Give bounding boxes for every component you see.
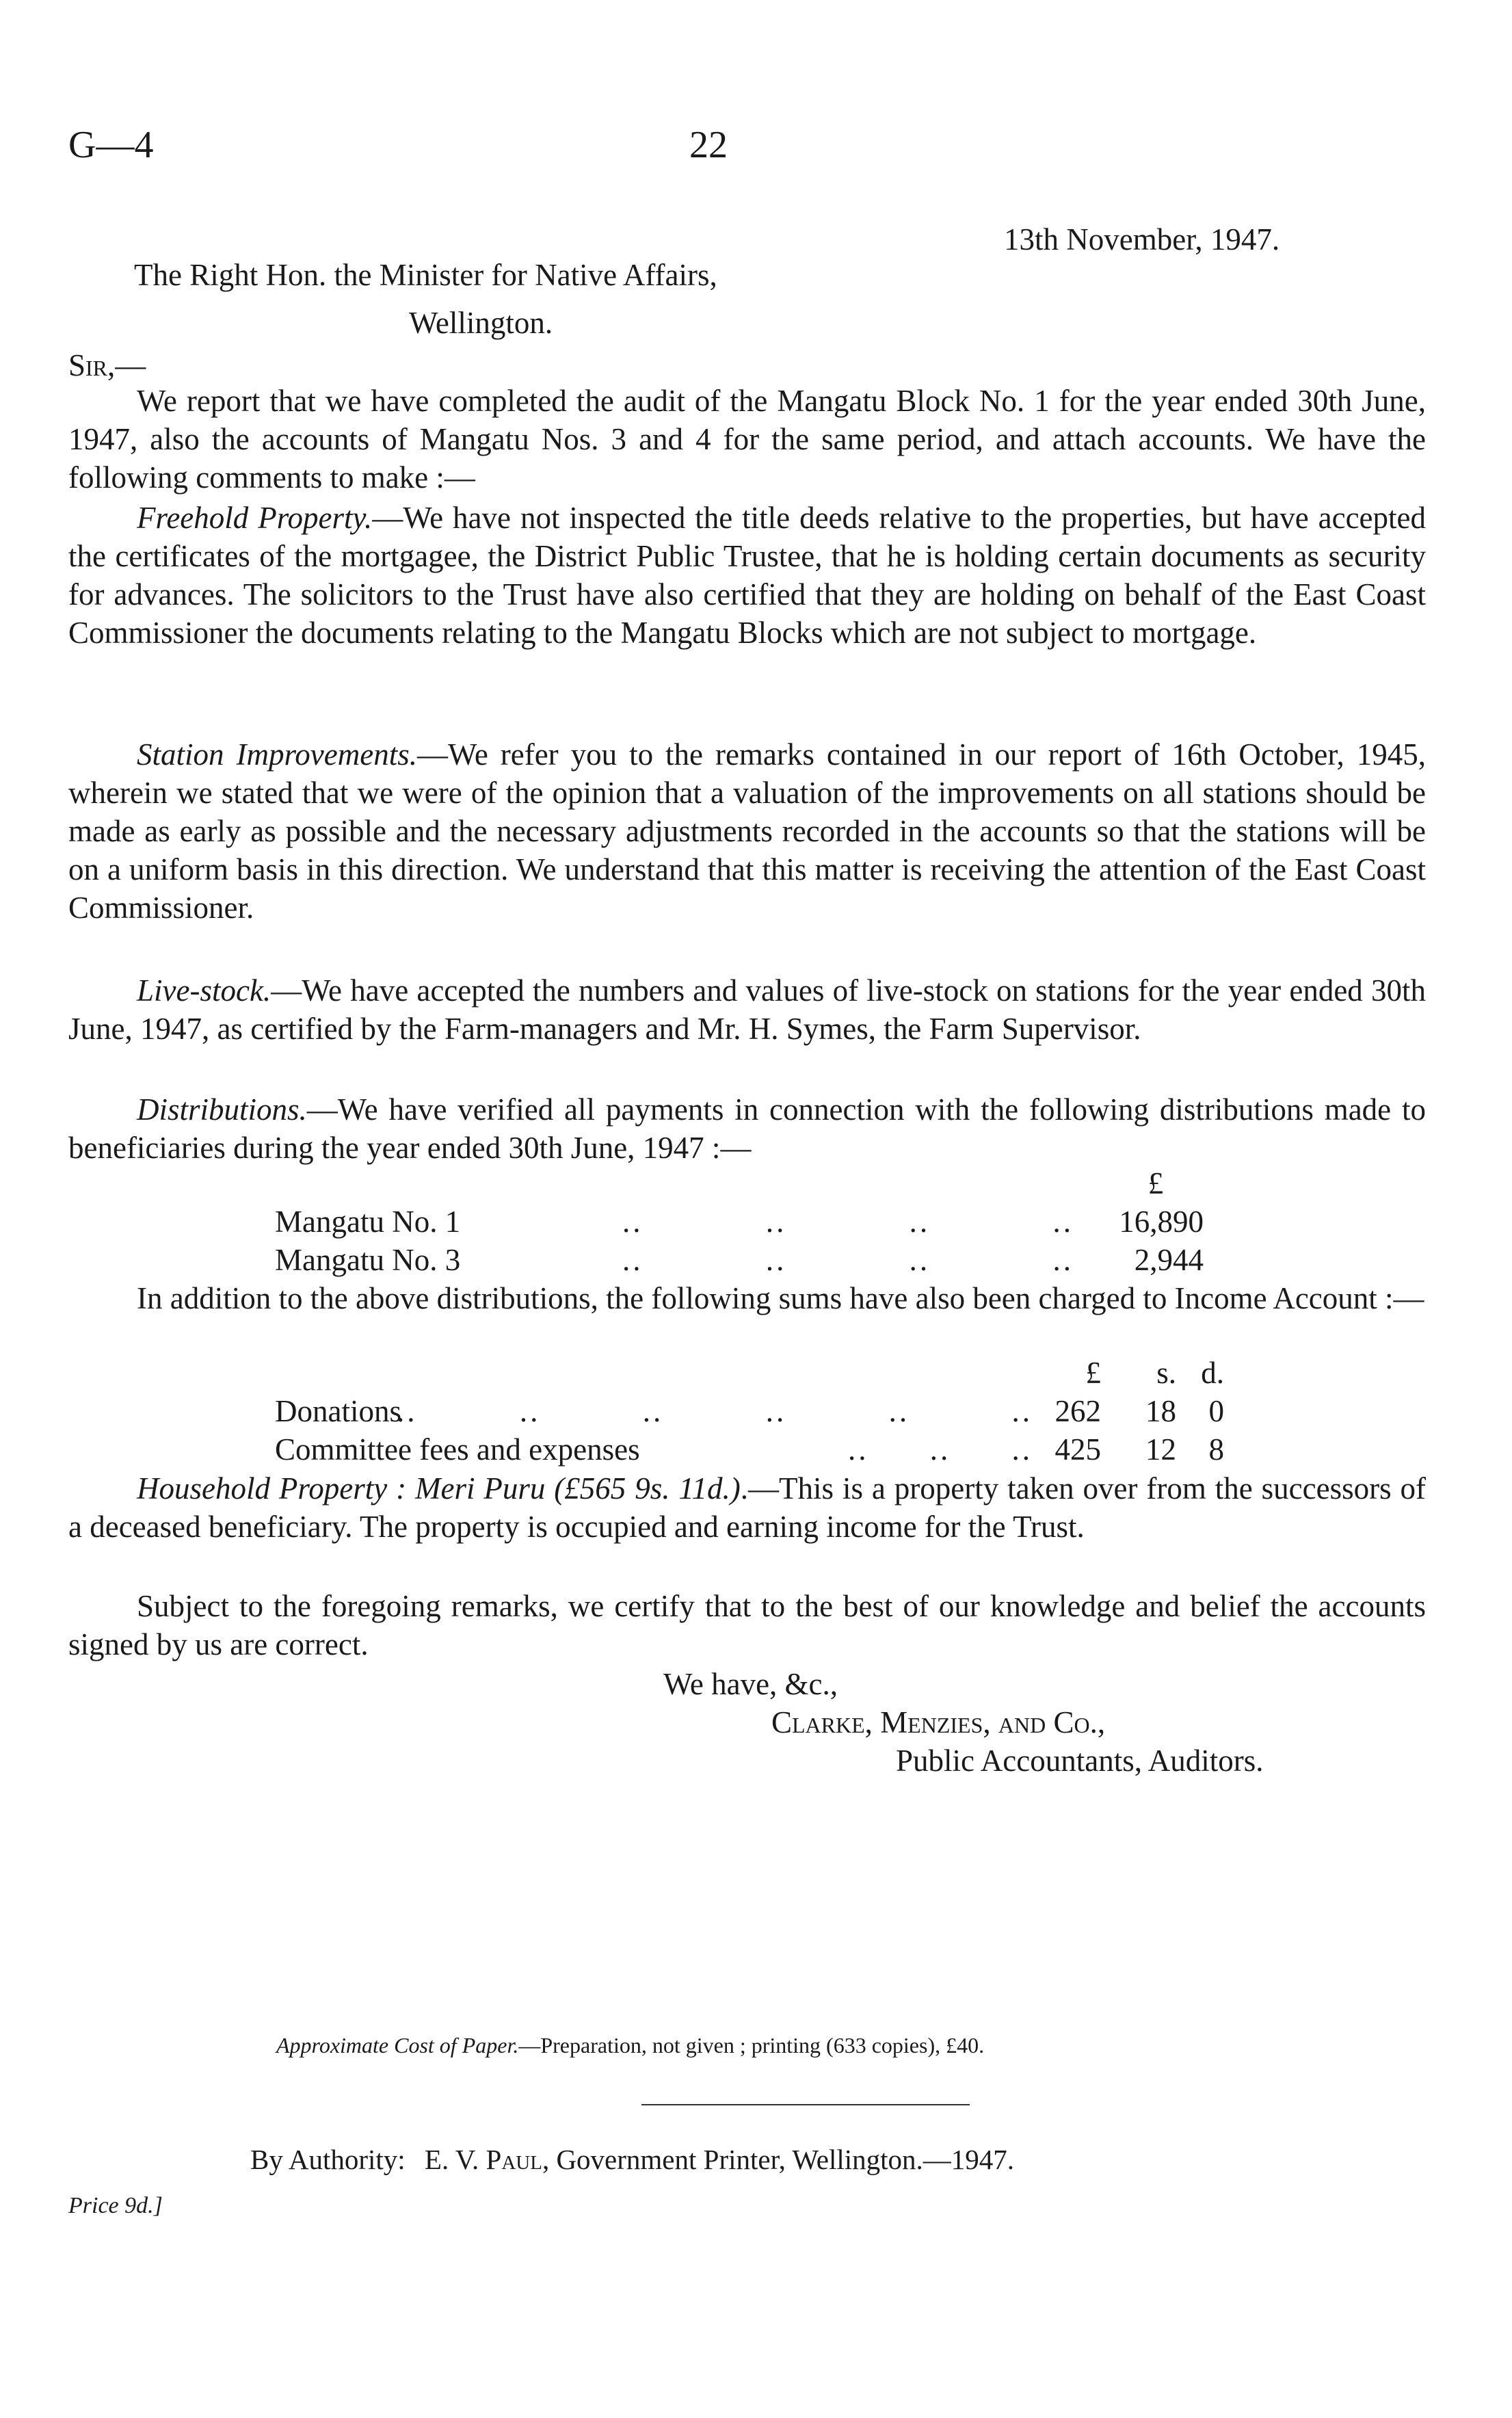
station-improvements-paragraph <box>68 735 1426 927</box>
household-property-heading: Household Property : Meri Puru (£565 9s. 11d.) <box>137 1471 741 1506</box>
distributions-table <box>0 1164 1512 1279</box>
addressee-line-2: Wellington. <box>409 306 553 340</box>
live-stock-heading: Live-stock. <box>137 973 271 1008</box>
income-pounds: 262 <box>1055 1394 1101 1428</box>
intro-text: We report that we have completed the audit of the Mangatu Block No. 1 for the year ended 30th June, 1947, also the accounts of Mangatu Nos. 3 and 4 for the same period, and attach accounts. We have the following comments to make :— <box>68 384 1426 495</box>
income-label: Donations <box>275 1394 401 1428</box>
distribution-label: Mangatu No. 1 <box>275 1205 461 1239</box>
addressee-line-1: The Right Hon. the Minister for Native Affairs, <box>134 258 717 292</box>
station-improvements-text: —We refer you to the remarks contained in our report of 16th October, 1945, wherein we stated that we were of the opinion that a valuation of the improvements on all stations should be made as early as possible and the necessary adjustments recorded in the accounts so that the stations will be on a uniform basis in this direction. We understand that this matter is receiving the attention of the East Coast Commissioner. <box>68 737 1426 925</box>
income-label: Committee fees and expenses <box>275 1432 640 1467</box>
distributions-heading: Distributions. <box>137 1092 307 1127</box>
document-reference: G—4 <box>68 124 154 166</box>
distributions-table-header <box>0 1164 1512 1203</box>
distribution-amount: 2,944 <box>1134 1243 1204 1277</box>
income-pounds: 425 <box>1055 1432 1101 1467</box>
pounds-header: £ <box>1085 1356 1101 1390</box>
letter-date: 13th November, 1947. <box>1004 222 1280 257</box>
cost-of-paper-note <box>276 2032 984 2059</box>
table-row <box>0 1203 1512 1241</box>
table-row <box>0 1392 1512 1430</box>
leader-dots: .. .. .. <box>848 1432 1033 1467</box>
table-row <box>0 1241 1512 1279</box>
leader-dots: .. .. .. .. .. .. <box>397 1394 1033 1428</box>
cost-text: —Preparation, not given ; printing (633 copies), £40. <box>518 2033 985 2058</box>
leader-dots: .. .. .. .. <box>622 1205 1074 1239</box>
freehold-property-paragraph <box>68 499 1426 652</box>
income-pence: 0 <box>1208 1394 1224 1428</box>
income-table <box>0 1354 1512 1469</box>
income-shillings: 18 <box>1145 1394 1176 1428</box>
freehold-property-text: —We have not inspected the title deeds relative to the properties, but have accepted the certificates of the mortgagee, the District Public Trustee, that he is holding certain documents as security for advances. The solicitors to the Trust have also certified that they are holding on behalf of the East Coast Commissioner the documents relating to the Mangatu Blocks which are not subject to mortgage. <box>68 501 1426 650</box>
authority-suffix: Government Printer, Wellington.—1947. <box>556 2144 1015 2175</box>
authority-prefix: By Authority: <box>250 2144 406 2175</box>
live-stock-text: —We have accepted the numbers and values of live-stock on stations for the year ended 30th June, 1947, as certified by the Farm-managers and Mr. H. Symes, the Farm Supervisor. <box>68 973 1426 1046</box>
freehold-property-heading: Freehold Property. <box>137 501 373 535</box>
conclusion-paragraph <box>68 1587 1426 1664</box>
intro-paragraph <box>68 382 1426 497</box>
income-pence: 8 <box>1208 1432 1224 1467</box>
household-property-text: .—This is a property taken over from the successors of a deceased beneficiary. The property is occupied and earning income for the Trust. <box>68 1471 1426 1544</box>
salutation: Sir,— <box>68 348 146 382</box>
distributions-paragraph <box>68 1090 1426 1167</box>
live-stock-paragraph <box>68 971 1426 1048</box>
table-row <box>0 1430 1512 1469</box>
shillings-header: s. <box>1156 1356 1176 1390</box>
printer-name: E. V. Paul, <box>424 2144 550 2175</box>
conclusion-text: Subject to the foregoing remarks, we certify that to the best of our knowledge and belief the accounts signed by us are correct. <box>68 1589 1426 1661</box>
cost-label: Approximate Cost of Paper. <box>276 2033 519 2058</box>
currency-header: £ <box>1148 1166 1164 1200</box>
price-label: Price 9d.] <box>68 2193 163 2218</box>
page-number: 22 <box>689 124 728 166</box>
leader-dots: .. .. .. .. <box>622 1243 1074 1277</box>
firm-name: Clarke, Menzies, and Co., <box>771 1705 1106 1739</box>
station-improvements-heading: Station Improvements. <box>137 737 417 772</box>
pence-header: d. <box>1201 1356 1224 1390</box>
distribution-label: Mangatu No. 3 <box>275 1243 461 1277</box>
authority-line <box>250 2142 1014 2177</box>
income-shillings: 12 <box>1145 1432 1176 1467</box>
closing-line: We have, &c., <box>663 1667 838 1701</box>
income-intro-paragraph <box>68 1279 1426 1317</box>
firm-role: Public Accountants, Auditors. <box>896 1744 1264 1778</box>
footer-divider <box>641 2104 970 2105</box>
distribution-amount: 16,890 <box>1119 1205 1204 1239</box>
income-table-header <box>0 1354 1512 1392</box>
household-property-paragraph <box>68 1469 1426 1546</box>
distributions-text: —We have verified all payments in connection with the following distributions made to beneficiaries during the year ended 30th June, 1947 :— <box>68 1092 1426 1165</box>
income-intro-text: In addition to the above distributions, the following sums have also been charged to Income Account :— <box>137 1281 1424 1315</box>
